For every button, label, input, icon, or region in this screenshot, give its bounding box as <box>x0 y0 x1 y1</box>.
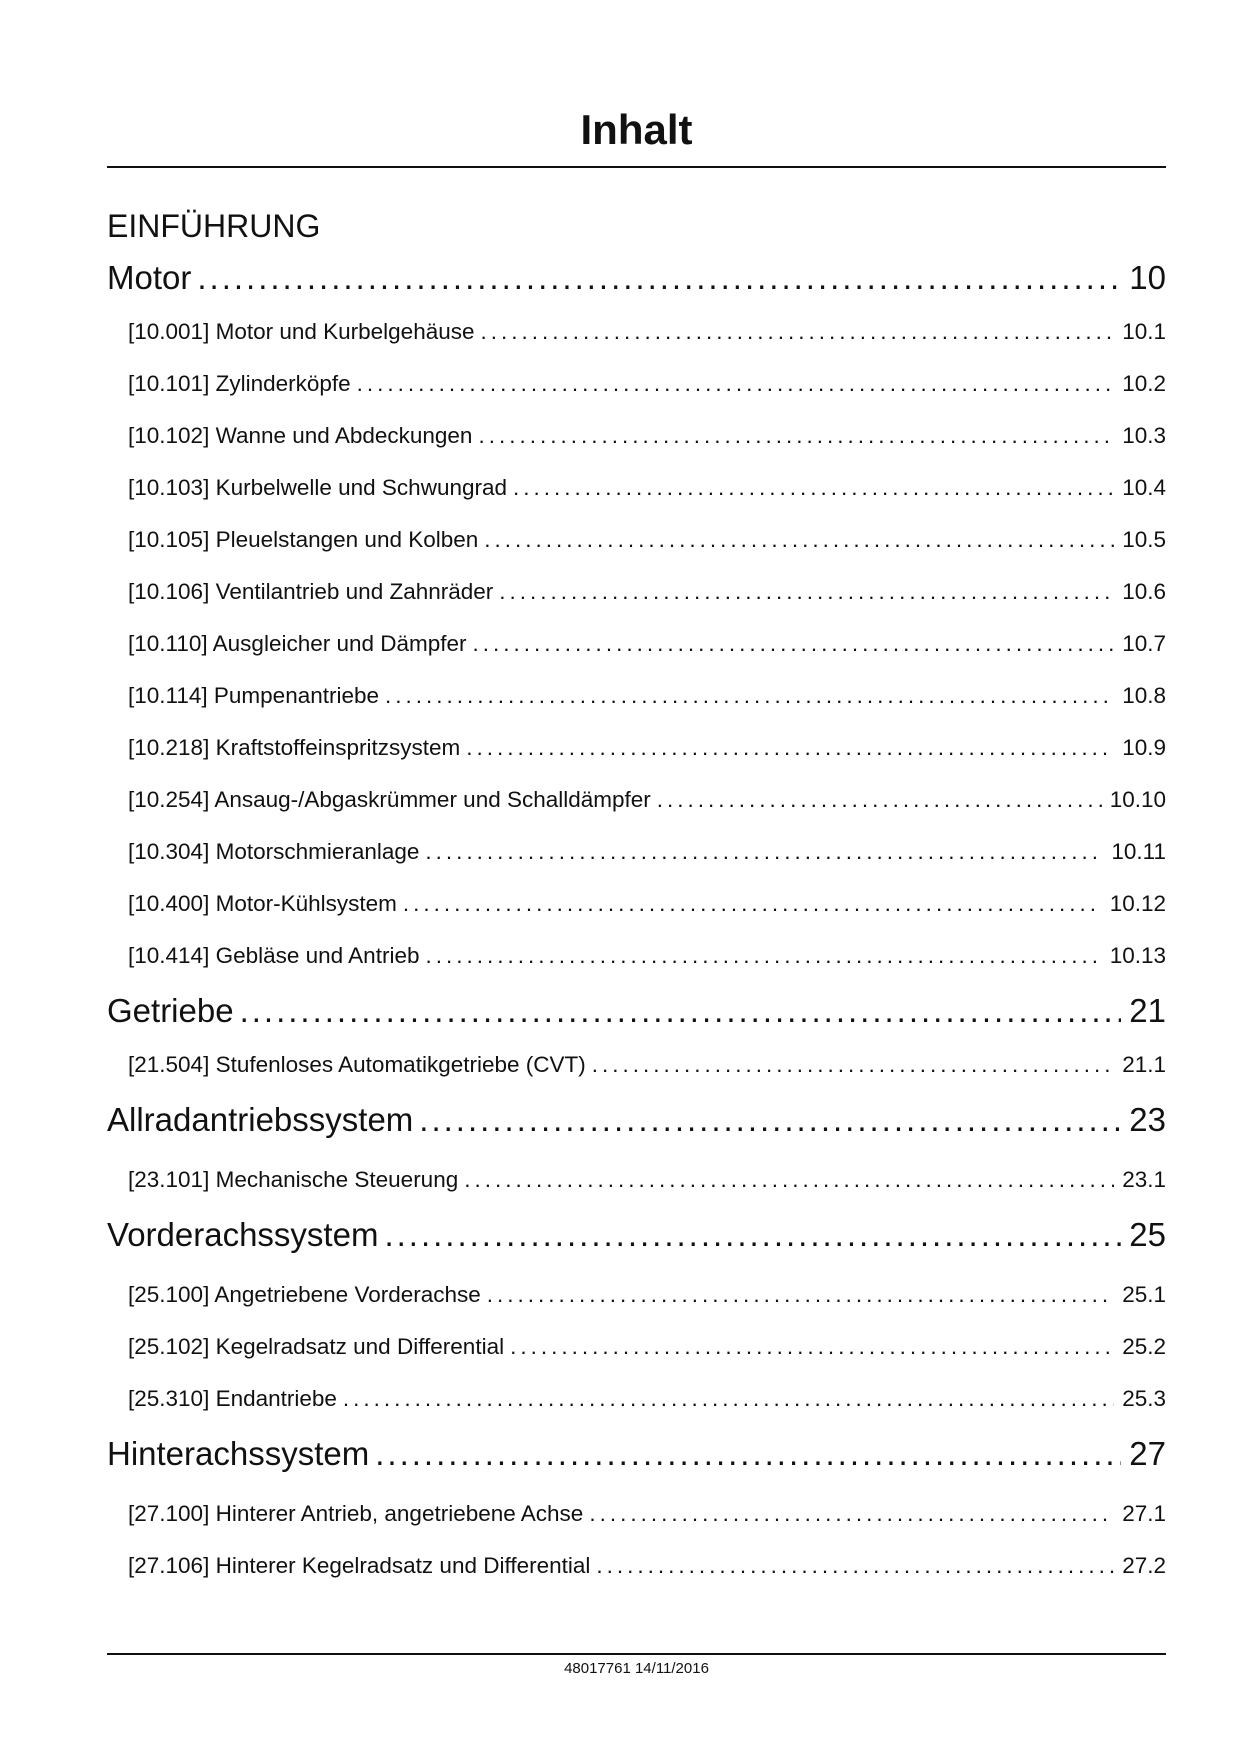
footer-doc-id: 48017761 14/11/2016 <box>564 1660 709 1677</box>
toc-item[interactable] <box>128 524 1166 556</box>
toc-page-number: 21 <box>1129 992 1166 1029</box>
toc-page-number: 27 <box>1129 1435 1166 1472</box>
toc-item[interactable] <box>128 316 1166 348</box>
toc-page-number: 10.8 <box>1122 683 1166 708</box>
toc-item-label: [10.105] Pleuelstangen und Kolben <box>128 527 479 552</box>
dot-leader <box>343 1383 1114 1415</box>
dot-leader <box>357 368 1115 400</box>
toc-item[interactable] <box>128 1498 1166 1530</box>
dot-leader <box>384 1213 1121 1257</box>
toc-item-label: [10.101] Zylinderköpfe <box>128 371 351 396</box>
toc-item[interactable] <box>128 628 1166 660</box>
toc-item-label: [25.102] Kegelradsatz und Differential <box>128 1334 505 1359</box>
toc-item[interactable] <box>128 1049 1166 1081</box>
toc-page-number: 23 <box>1129 1101 1166 1138</box>
toc-item-label: [10.304] Motorschmieranlage <box>128 839 420 864</box>
toc-page-number: 25.1 <box>1122 1282 1166 1307</box>
toc-page-number: 10.1 <box>1122 319 1166 344</box>
dot-leader <box>499 576 1114 608</box>
dot-leader <box>481 316 1115 348</box>
toc-page-number: 10.3 <box>1122 423 1166 448</box>
toc-page-number: 10.4 <box>1122 475 1166 500</box>
dot-leader <box>592 1049 1114 1081</box>
toc-item[interactable] <box>128 368 1166 400</box>
toc-page-number: 25 <box>1129 1216 1166 1253</box>
dot-leader <box>484 524 1114 556</box>
toc-item[interactable] <box>128 1164 1166 1196</box>
toc-item[interactable] <box>128 732 1166 764</box>
toc-section-title: Hinterachssystem <box>107 1435 370 1472</box>
toc-item-label: [10.103] Kurbelwelle und Schwungrad <box>128 475 508 500</box>
toc-section-hinterachssystem[interactable] <box>107 1432 1166 1476</box>
toc-section-vorderachssystem[interactable] <box>107 1213 1166 1257</box>
toc-item[interactable] <box>128 420 1166 452</box>
toc-page-number: 10.13 <box>1109 943 1166 968</box>
toc-item-label: [10.102] Wanne und Abdeckungen <box>128 423 473 448</box>
toc-item[interactable] <box>128 940 1166 972</box>
toc-item-label: [10.001] Motor und Kurbelgehäuse <box>128 319 475 344</box>
toc-page-number: 10.12 <box>1109 891 1166 916</box>
toc-item-label: [10.218] Kraftstoffeinspritzsystem <box>128 735 461 760</box>
toc-page-number: 25.3 <box>1122 1386 1166 1411</box>
toc-page-number: 10.9 <box>1122 735 1166 760</box>
toc-item[interactable] <box>128 472 1166 504</box>
toc-item-label: [27.100] Hinterer Antrieb, angetriebene Achse <box>128 1501 584 1526</box>
dot-leader <box>487 1279 1114 1311</box>
toc-section-title: Vorderachssystem <box>107 1216 379 1253</box>
toc-item-label: [10.254] Ansaug-/Abgaskrümmer und Schalldämpfer <box>128 787 651 812</box>
dot-leader <box>513 472 1114 504</box>
toc-item[interactable] <box>128 1550 1166 1582</box>
toc-item-label: [10.114] Pumpenantriebe <box>128 683 380 708</box>
dot-leader <box>596 1550 1114 1582</box>
toc-page-number: 10.7 <box>1122 631 1166 656</box>
dot-leader <box>240 989 1122 1033</box>
toc-item-label: [10.110] Ausgleicher und Dämpfer <box>128 631 467 656</box>
dot-leader <box>657 784 1102 816</box>
page-title: Inhalt <box>580 106 693 153</box>
toc-page-number: 25.2 <box>1122 1334 1166 1359</box>
toc-item-label: [21.504] Stufenloses Automatikgetriebe (CVT) <box>128 1052 586 1077</box>
toc-page-number: 23.1 <box>1122 1167 1166 1192</box>
toc-item-label: [23.101] Mechanische Steuerung <box>128 1167 459 1192</box>
toc-section-motor[interactable] <box>107 256 1166 300</box>
dot-leader <box>473 628 1115 660</box>
dot-leader <box>197 256 1121 300</box>
dot-leader <box>478 420 1114 452</box>
dot-leader <box>403 888 1102 920</box>
bottom-rule <box>107 1653 1166 1655</box>
toc-item[interactable] <box>128 576 1166 608</box>
toc-item-label: [25.310] Endantriebe <box>128 1386 337 1411</box>
toc-item[interactable] <box>128 888 1166 920</box>
toc-section-getriebe[interactable] <box>107 989 1166 1033</box>
toc-item[interactable] <box>128 1383 1166 1415</box>
toc-item-label: [25.100] Angetriebene Vorderachse <box>128 1282 481 1307</box>
toc-page-number: 10 <box>1129 259 1166 296</box>
toc-page-number: 27.2 <box>1122 1553 1166 1578</box>
toc-item[interactable] <box>128 1279 1166 1311</box>
toc-section-allradantriebssystem[interactable] <box>107 1098 1166 1142</box>
toc-item[interactable] <box>128 836 1166 868</box>
dot-leader <box>510 1331 1114 1363</box>
dot-leader <box>425 940 1101 972</box>
toc-section-title: Getriebe <box>107 992 234 1029</box>
toc-page-number: 27.1 <box>1122 1501 1166 1526</box>
table-of-contents <box>107 0 1166 1640</box>
toc-item-label: [10.400] Motor-Kühlsystem <box>128 891 397 916</box>
toc-item[interactable] <box>128 680 1166 712</box>
dot-leader <box>385 680 1114 712</box>
toc-page-number: 21.1 <box>1122 1052 1166 1077</box>
toc-item-label: [10.414] Gebläse und Antrieb <box>128 943 420 968</box>
toc-page-number: 10.5 <box>1122 527 1166 552</box>
toc-item[interactable] <box>128 784 1166 816</box>
toc-item-label: [27.106] Hinterer Kegelradsatz und Differential <box>128 1553 591 1578</box>
toc-page-number: 10.11 <box>1111 839 1166 864</box>
dot-leader <box>425 836 1103 868</box>
intro-heading: EINFÜHRUNG <box>107 208 321 244</box>
toc-item-label: [10.106] Ventilantrieb und Zahnräder <box>128 579 494 604</box>
dot-leader <box>466 732 1114 764</box>
dot-leader <box>589 1498 1114 1530</box>
dot-leader <box>419 1098 1121 1142</box>
toc-item[interactable] <box>128 1331 1166 1363</box>
toc-section-title: Motor <box>107 259 192 296</box>
toc-section-title: Allradantriebssystem <box>107 1101 414 1138</box>
toc-page-number: 10.6 <box>1122 579 1166 604</box>
dot-leader <box>464 1164 1114 1196</box>
toc-page-number: 10.10 <box>1109 787 1166 812</box>
dot-leader <box>375 1432 1121 1476</box>
toc-page-number: 10.2 <box>1122 371 1166 396</box>
